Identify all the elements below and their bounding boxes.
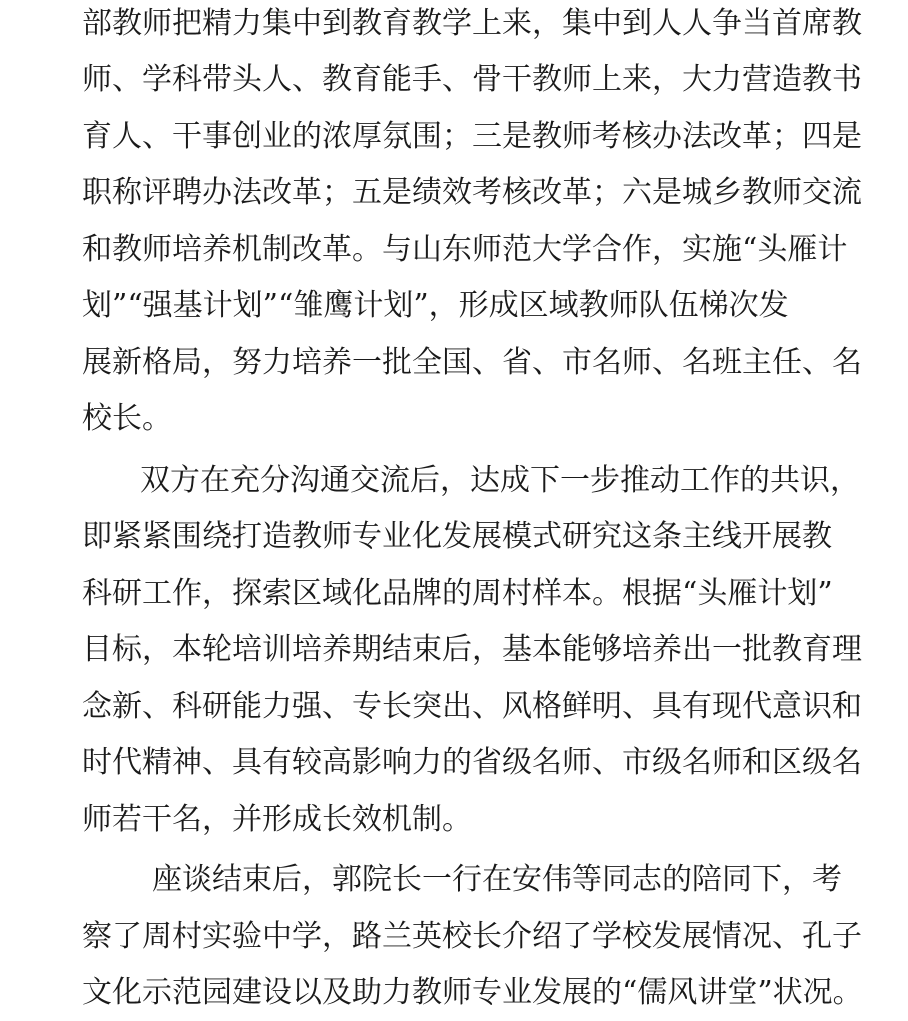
text-line: 师若干名，并形成长效机制。 <box>82 802 472 837</box>
text-line: 校长。 <box>82 401 172 436</box>
paragraph-first-line: 座谈结束后，郭院长一行在安伟等同志的陪同下，考 <box>152 862 842 897</box>
paragraph-first-line: 双方在充分沟通交流后，达成下一步推动工作的共识， <box>140 463 860 498</box>
text-line: 育人、干事创业的浓厚氛围；三是教师考核办法改革；四是 <box>82 119 862 154</box>
text-line: 科研工作，探索区域化品牌的周村样本。根据“头雁计划” <box>82 576 833 611</box>
text-line: 和教师培养机制改革。与山东师范大学合作，实施“头雁计 <box>82 232 848 267</box>
text-line: 师、学科带头人、教育能手、骨干教师上来，大力营造教书 <box>82 62 862 97</box>
text-line: 文化示范园建设以及助力教师专业发展的“儒风讲堂”状况。 <box>82 975 863 1010</box>
text-line: 时代精神、具有较高影响力的省级名师、市级名师和区级名 <box>82 745 862 780</box>
text-line: 念新、科研能力强、专长突出、风格鲜明、具有现代意识和 <box>82 689 862 724</box>
text-line: 划”“强基计划”“雏鹰计划”，形成区域教师队伍梯次发 <box>82 288 789 323</box>
text-line: 部教师把精力集中到教育教学上来，集中到人人争当首席教 <box>82 6 862 41</box>
text-line: 即紧紧围绕打造教师专业化发展模式研究这条主线开展教 <box>82 519 832 554</box>
text-line: 展新格局，努力培养一批全国、省、市名师、名班主任、名 <box>82 345 862 380</box>
text-line: 察了周村实验中学，路兰英校长介绍了学校发展情况、孔子 <box>82 919 862 954</box>
text-line: 职称评聘办法改革；五是绩效考核改革；六是城乡教师交流 <box>82 175 862 210</box>
text-line: 目标，本轮培训培养期结束后，基本能够培养出一批教育理 <box>82 632 862 667</box>
